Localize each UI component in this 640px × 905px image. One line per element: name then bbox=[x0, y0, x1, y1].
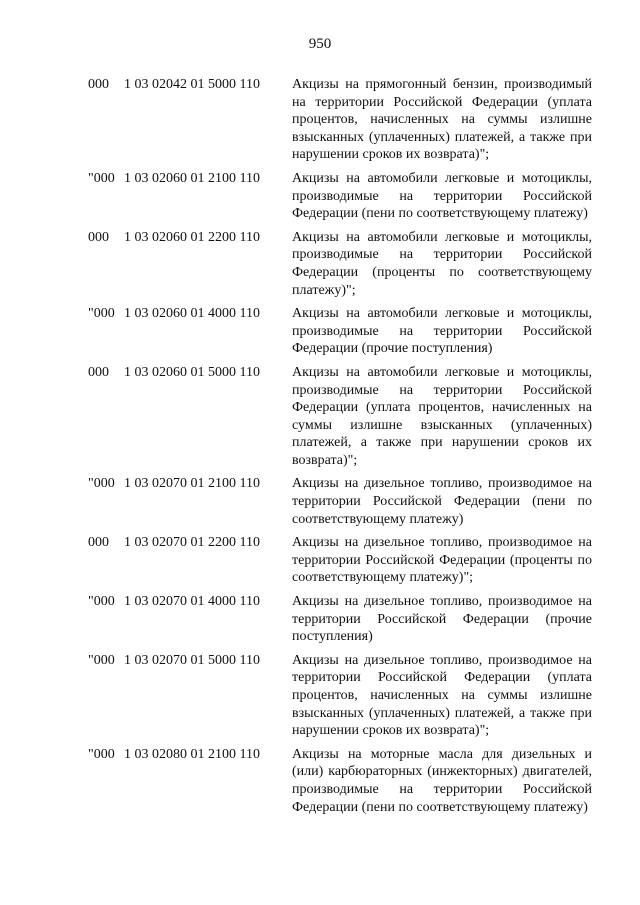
table-row bbox=[88, 76, 600, 164]
admin-code: "000 bbox=[88, 170, 115, 186]
budget-code: 1 03 02070 01 4000 110 bbox=[124, 594, 260, 610]
description: Акцизы на автомобили легковые и мотоциклы, производимые на территории Российской Федерации (проценты по соответствующему платежу)"; bbox=[292, 229, 592, 298]
admin-code: "000 bbox=[88, 476, 115, 492]
admin-code: "000 bbox=[88, 652, 115, 668]
table-row bbox=[88, 534, 600, 587]
description: Акцизы на дизельное топливо, производимое на территории Российской Федерации (уплата процентов, начисленных на суммы излишне взысканных (уплаченных) платежей, а также при нарушении сроков их возврата)"; bbox=[292, 652, 592, 739]
description: Акцизы на прямогонный бензин, производимый на территории Российской Федерации (уплата процентов, начисленных на суммы излишне взысканных (уплаченных) платежей, а также при нарушении сроков их возврата)"; bbox=[292, 77, 592, 163]
page-number: 950 bbox=[308, 36, 332, 52]
admin-code: 000 bbox=[88, 229, 109, 245]
table-row bbox=[88, 229, 600, 299]
table-row bbox=[88, 170, 600, 223]
description: Акцизы на дизельное топливо, производимое на территории Российской Федерации (прочие поступления) bbox=[292, 594, 592, 645]
description: Акцизы на дизельное топливо, производимое на территории Российской Федерации (проценты по соответствующему платежу)"; bbox=[292, 535, 592, 586]
budget-code: 1 03 02070 01 2100 110 bbox=[124, 476, 260, 492]
table-row bbox=[88, 305, 600, 358]
description: Акцизы на автомобили легковые и мотоциклы, производимые на территории Российской Федерации (уплата процентов, начисленных на суммы излишне взысканных (уплаченных) платежей, а также при нарушении сроков их возврата)"; bbox=[292, 364, 592, 468]
table-row bbox=[88, 593, 600, 646]
admin-code: 000 bbox=[88, 364, 109, 380]
budget-code: 1 03 02060 01 2200 110 bbox=[124, 229, 260, 245]
description: Акцизы на автомобили легковые и мотоциклы, производимые на территории Российской Федерации (прочие поступления) bbox=[292, 306, 592, 357]
admin-code: "000 bbox=[88, 306, 115, 322]
budget-code: 1 03 02070 01 5000 110 bbox=[124, 652, 260, 668]
description: Акцизы на дизельное топливо, производимое на территории Российской Федерации (пени по соответствующему платежу) bbox=[292, 476, 592, 527]
description: Акцизы на моторные масла для дизельных и (или) карбюраторных (инжекторных) двигателей, производимые на территории Российской Федерации (пени по соответствующему платежу) bbox=[292, 746, 592, 815]
table-row bbox=[88, 475, 600, 528]
admin-code: "000 bbox=[88, 746, 115, 762]
table-row bbox=[88, 364, 600, 470]
budget-code: 1 03 02060 01 4000 110 bbox=[124, 306, 260, 322]
table-row bbox=[88, 746, 600, 816]
budget-code: 1 03 02060 01 5000 110 bbox=[124, 364, 260, 380]
code-table bbox=[88, 76, 600, 816]
description: Акцизы на автомобили легковые и мотоциклы, производимые на территории Российской Федерации (пени по соответствующему платежу) bbox=[292, 170, 592, 222]
budget-code: 1 03 02060 01 2100 110 bbox=[124, 170, 260, 186]
admin-code: 000 bbox=[88, 535, 109, 551]
table-row bbox=[88, 652, 600, 740]
admin-code: "000 bbox=[88, 594, 115, 610]
budget-code: 1 03 02070 01 2200 110 bbox=[124, 535, 260, 551]
budget-code: 1 03 02080 01 2100 110 bbox=[124, 746, 260, 762]
admin-code: 000 bbox=[88, 77, 109, 92]
budget-code: 1 03 02042 01 5000 110 bbox=[124, 77, 260, 92]
